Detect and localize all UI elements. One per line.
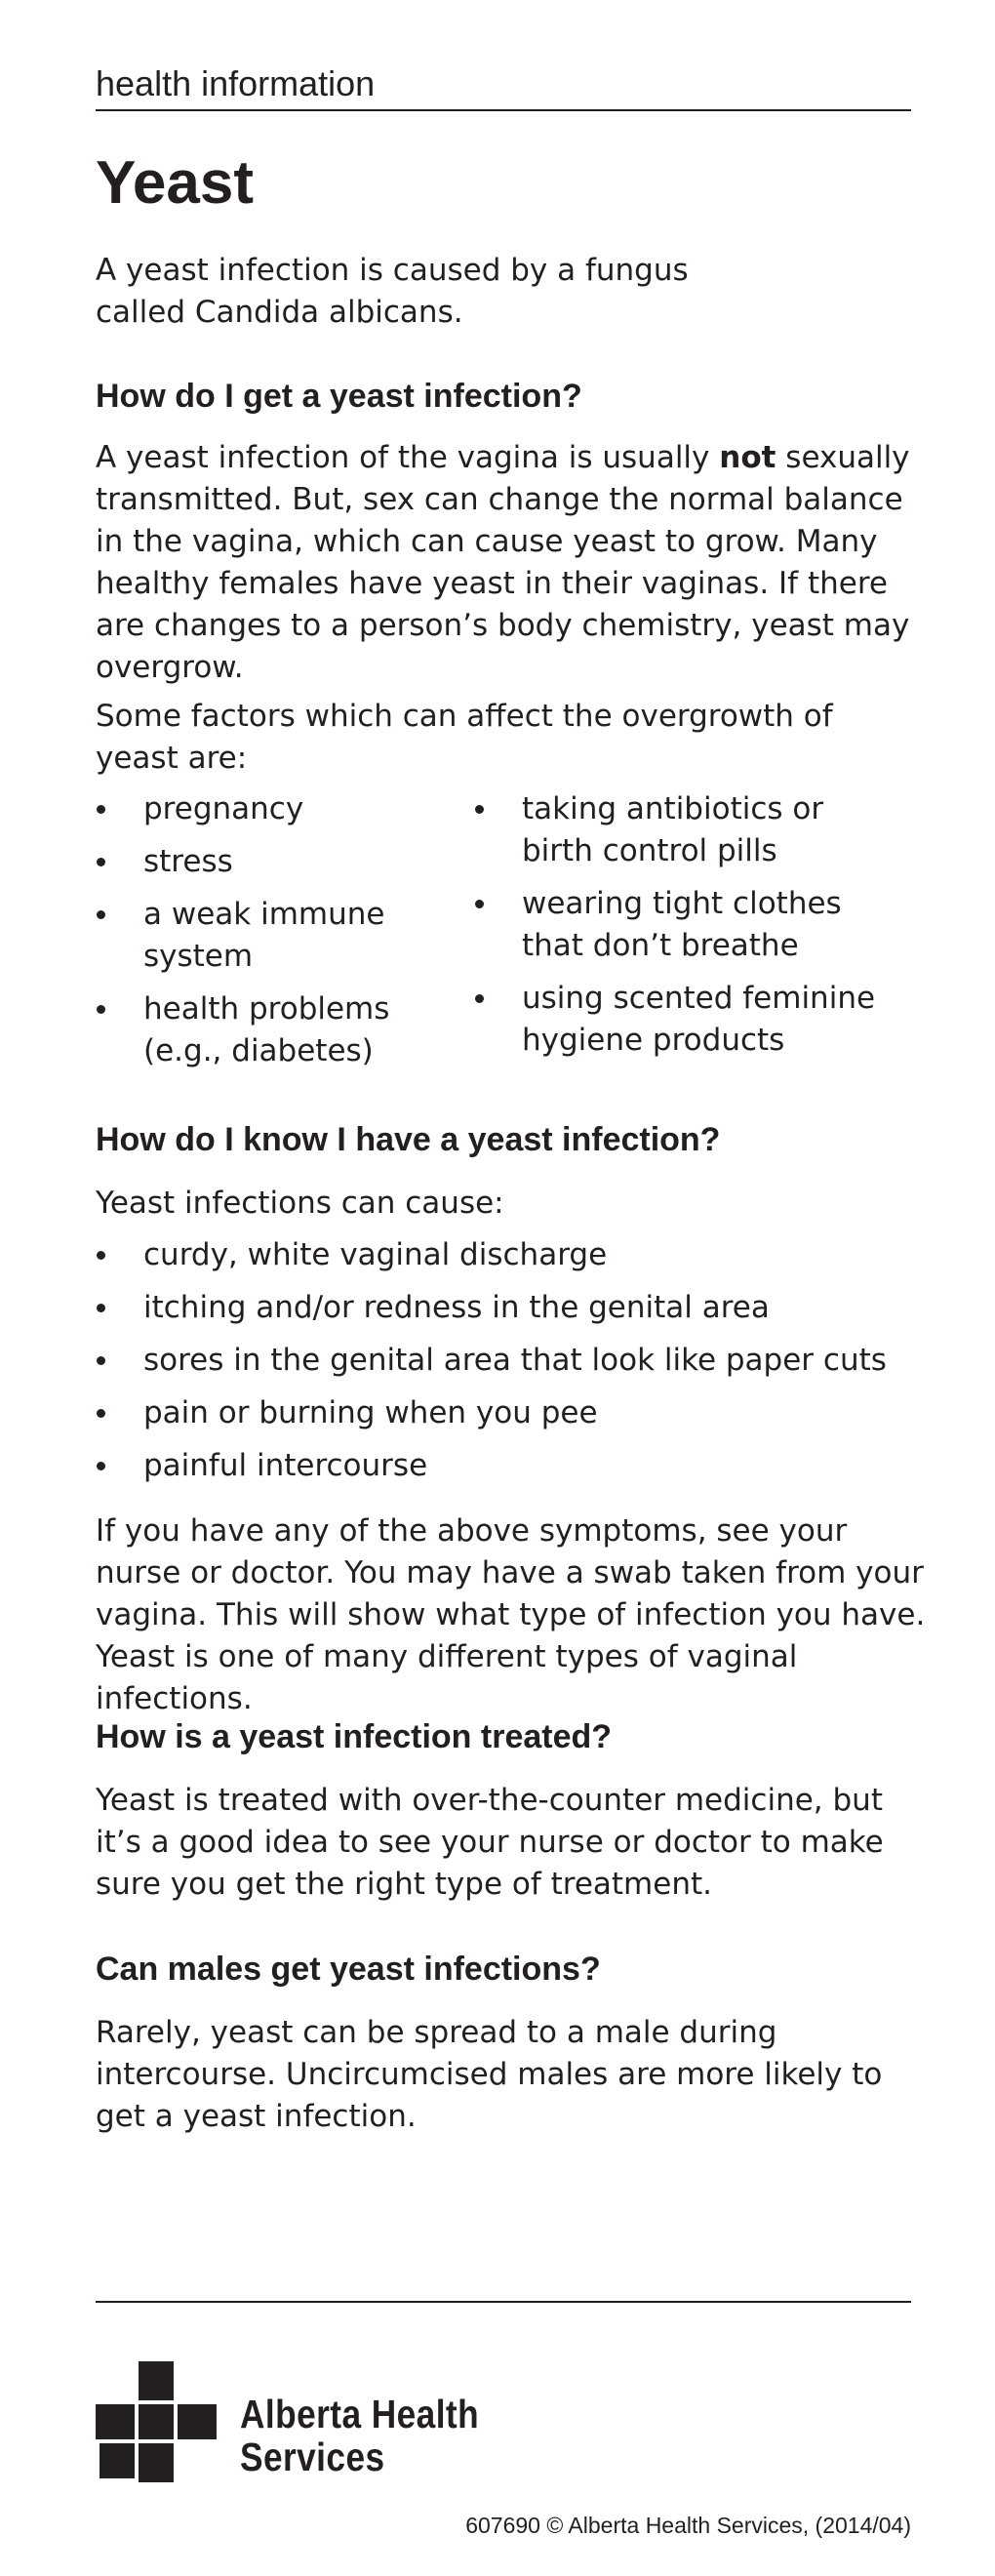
bullet-icon bbox=[97, 805, 105, 814]
list-item-text: pain or burning when you pee bbox=[143, 1395, 598, 1430]
logo-line-2: Services bbox=[240, 2435, 385, 2479]
list-item bbox=[96, 1287, 935, 1329]
intro-paragraph: A yeast infection is caused by a fungus called Candida albicans. bbox=[96, 253, 689, 330]
list-item bbox=[96, 1340, 935, 1382]
bullet-icon bbox=[97, 1356, 105, 1365]
factors-intro: Some factors which can affect the overgrowth of yeast are: bbox=[96, 699, 833, 776]
footer-divider bbox=[96, 2301, 911, 2303]
list-item-text: painful intercourse bbox=[143, 1448, 428, 1483]
bullet-icon bbox=[97, 1462, 105, 1470]
bullet-icon bbox=[97, 910, 105, 919]
list-item-text: stress bbox=[143, 844, 233, 879]
section-paragraph-know-infection: If you have any of the above symptoms, see your nurse or doctor. You may have a swab taken from your vagina. This will show what type of infection you have. Yeast is one of many different types of vaginal infections. bbox=[96, 1513, 926, 1716]
list-item bbox=[474, 978, 903, 1062]
list-item bbox=[474, 788, 903, 872]
list-item-text: sores in the genital area that look like paper cuts bbox=[143, 1343, 887, 1378]
list-item bbox=[474, 883, 903, 967]
page-title: Yeast bbox=[96, 149, 255, 217]
bullet-icon bbox=[97, 858, 105, 866]
section-paragraph-get-infection: A yeast infection of the vagina is usually not sexually transmitted. But, sex can change the normal balance in the vagina, which can cause yeast to grow. Many healthy females have yeast in their vaginas. If there are changes to a person’s body chemistry, yeast may overgrow. bbox=[96, 440, 910, 685]
logo-wordmark bbox=[240, 2393, 479, 2478]
bullet-icon bbox=[475, 805, 484, 814]
alberta-health-services-logo bbox=[96, 2361, 525, 2482]
symptoms-list bbox=[96, 1234, 935, 1498]
section-heading-treated: How is a yeast infection treated? bbox=[96, 1718, 613, 1755]
bullet-icon bbox=[97, 1304, 105, 1312]
list-item-text: pregnancy bbox=[143, 791, 304, 826]
ahs-cross-icon bbox=[96, 2361, 217, 2482]
list-item bbox=[96, 1445, 935, 1487]
section-heading-males: Can males get yeast infections? bbox=[96, 1951, 601, 1988]
copyright-notice: 607690 © Alberta Health Services, (2014/04) bbox=[465, 2513, 911, 2538]
factors-list-right bbox=[474, 788, 903, 1072]
bullet-icon bbox=[97, 1251, 105, 1260]
list-item-text: using scented feminine hygiene products bbox=[522, 981, 876, 1058]
logo-line-1: Alberta Health bbox=[240, 2392, 480, 2436]
section-heading-know-infection: How do I know I have a yeast infection? bbox=[96, 1121, 721, 1158]
factors-list-left bbox=[96, 788, 427, 1083]
list-item bbox=[96, 841, 427, 883]
header-label: health information bbox=[96, 62, 911, 111]
list-item bbox=[96, 988, 427, 1072]
bullet-icon bbox=[97, 1409, 105, 1418]
list-item-text: health problems (e.g., diabetes) bbox=[143, 991, 390, 1068]
section-paragraph-males: Rarely, yeast can be spread to a male during intercourse. Uncircumcised males are more likely to get a yeast infection. bbox=[96, 2015, 883, 2134]
list-item bbox=[96, 1392, 935, 1434]
bullet-icon bbox=[475, 900, 484, 908]
section-paragraph-treated: Yeast is treated with over-the-counter medicine, but it’s a good idea to see your nurse or doctor to make sure you get the right type of treatment. bbox=[96, 1783, 884, 1902]
list-item bbox=[96, 894, 427, 978]
list-item-text: itching and/or redness in the genital area bbox=[143, 1290, 770, 1325]
symptoms-intro: Yeast infections can cause: bbox=[96, 1186, 504, 1221]
list-item bbox=[96, 788, 427, 830]
bullet-icon bbox=[475, 994, 484, 1003]
list-item-text: curdy, white vaginal discharge bbox=[143, 1237, 608, 1272]
list-item-text: a weak immune system bbox=[143, 897, 385, 974]
section-heading-get-infection: How do I get a yeast infection? bbox=[96, 378, 582, 415]
list-item-text: taking antibiotics or birth control pills bbox=[522, 791, 824, 868]
list-item-text: wearing tight clothes that don’t breathe bbox=[522, 886, 842, 963]
bullet-icon bbox=[97, 1005, 105, 1014]
list-item bbox=[96, 1234, 935, 1276]
